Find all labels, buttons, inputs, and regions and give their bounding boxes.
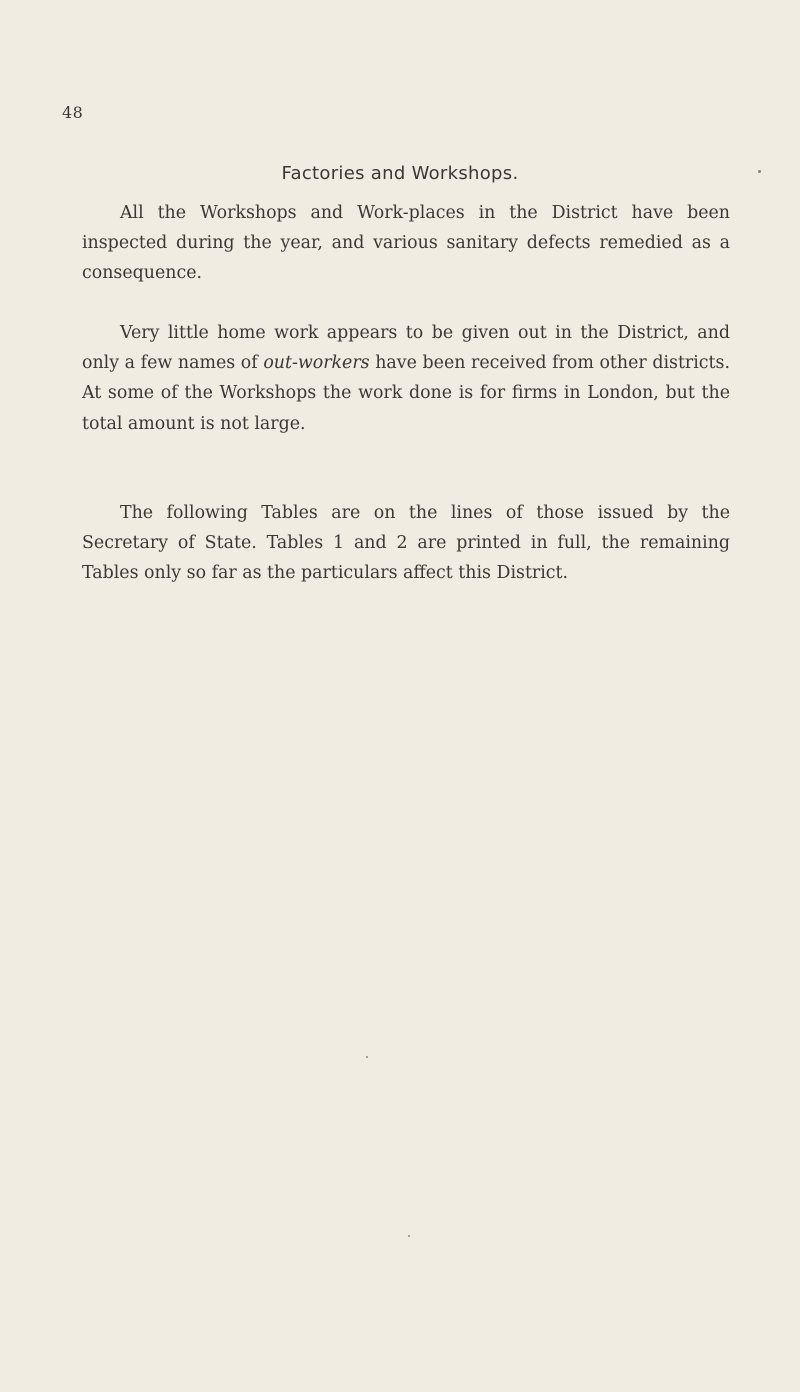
out-workers-emphasis: out-workers (263, 353, 370, 374)
paragraph-tables: The following Tables are on the lines of those issued by the Secretary of State. Tables 1 and 2 are printed in full, the remaining Tables only so far as the particulars affect this District. (82, 503, 730, 584)
page-number: 48 (62, 103, 84, 122)
paper-speck (366, 1056, 368, 1058)
paragraph-home-work-part2: have been received from other districts. At some of the Workshops the work done is for firms in London, but the total amount is not large. (82, 353, 730, 434)
paper-speck (408, 1235, 410, 1237)
paper-speck (758, 170, 761, 173)
section-heading: Factories and Workshops. (281, 163, 519, 184)
paragraph-inspections: All the Workshops and Work-places in the District have been inspected during the year, and various sanitary defects remedied as a consequence. (82, 203, 730, 284)
paragraph-home-work-part1: Very little home work appears to be given out in the District, and only a few names of (82, 323, 730, 374)
paragraph-home-work (82, 318, 730, 439)
